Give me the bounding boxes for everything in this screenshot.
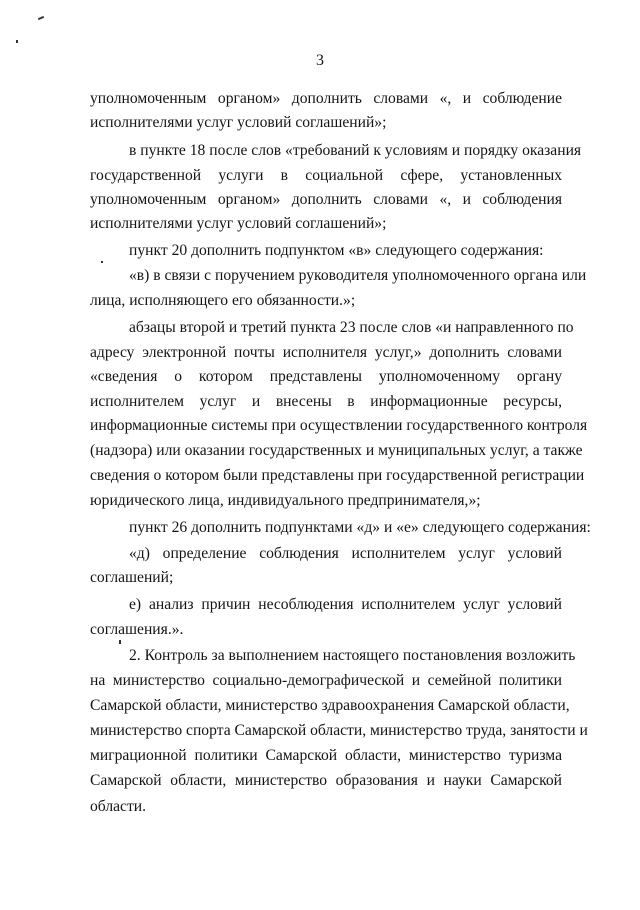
text-line: соглашения.».	[90, 621, 184, 638]
scan-mark	[119, 640, 121, 644]
text-line: государственной услуги в социальной сфере, установленных	[90, 167, 562, 184]
text-line: уполномоченным органом» дополнить словами «, и соблюдения	[90, 191, 562, 208]
text-line: е) анализ причин несоблюдения исполнителем услуг условий	[129, 596, 562, 613]
text-line: области.	[90, 798, 147, 815]
text-line: миграционной политики Самарской области, министерство туризма	[90, 747, 562, 764]
text-line: исполнителями услуг условий соглашений»;	[90, 215, 387, 232]
text-line: исполнителями услуг условий соглашений»;	[90, 114, 387, 131]
text-line: «в) в связи с поручением руководителя уполномоченного органа или	[129, 267, 587, 284]
text-line: министерство спорта Самарской области, министерство труда, занятости и	[90, 722, 588, 739]
text-line: исполнителем услуг и внесены в информационные ресурсы,	[90, 393, 562, 410]
scan-mark	[38, 16, 44, 20]
text-line: уполномоченным органом» дополнить словами «, и соблюдение	[90, 90, 562, 107]
scan-mark	[101, 261, 103, 263]
text-line: информационные системы при осуществлении государственного контроля	[90, 417, 588, 434]
text-line: пункт 26 дополнить подпунктами «д» и «е» следующего содержания:	[129, 519, 591, 536]
text-line: в пункте 18 после слов «требований к условиям и порядку оказания	[129, 142, 582, 159]
text-line: 2. Контроль за выполнением настоящего постановления возложить	[129, 647, 576, 664]
text-line: «сведения о котором представлены уполномоченному органу	[90, 368, 562, 385]
text-line: «д) определение соблюдения исполнителем услуг условий	[129, 545, 562, 562]
text-line: сведения о котором были представлены при государственной регистрации	[90, 467, 585, 484]
scan-mark	[16, 40, 18, 43]
text-line: лица, исполняющего его обязанности.»;	[90, 292, 356, 309]
text-line: Самарской области, министерство здравоохранения Самарской области,	[90, 697, 570, 714]
text-line: Самарской области, министерство образования и науки Самарской	[90, 772, 562, 789]
text-line: абзацы второй и третий пункта 23 после слов «и направленного по	[129, 319, 574, 336]
text-line: соглашений;	[90, 569, 174, 586]
page-number: 3	[316, 52, 324, 69]
text-line: юридического лица, индивидуального предпринимателя,»;	[90, 492, 481, 509]
text-line: пункт 20 дополнить подпунктом «в» следующего содержания:	[129, 242, 544, 259]
text-line: адресу электронной почты исполнителя услуг,» дополнить словами	[90, 344, 562, 361]
text-line: на министерство социально-демографической и семейной политики	[90, 672, 562, 689]
text-line: (надзора) или оказании государственных и муниципальных услуг, а также	[90, 442, 583, 459]
